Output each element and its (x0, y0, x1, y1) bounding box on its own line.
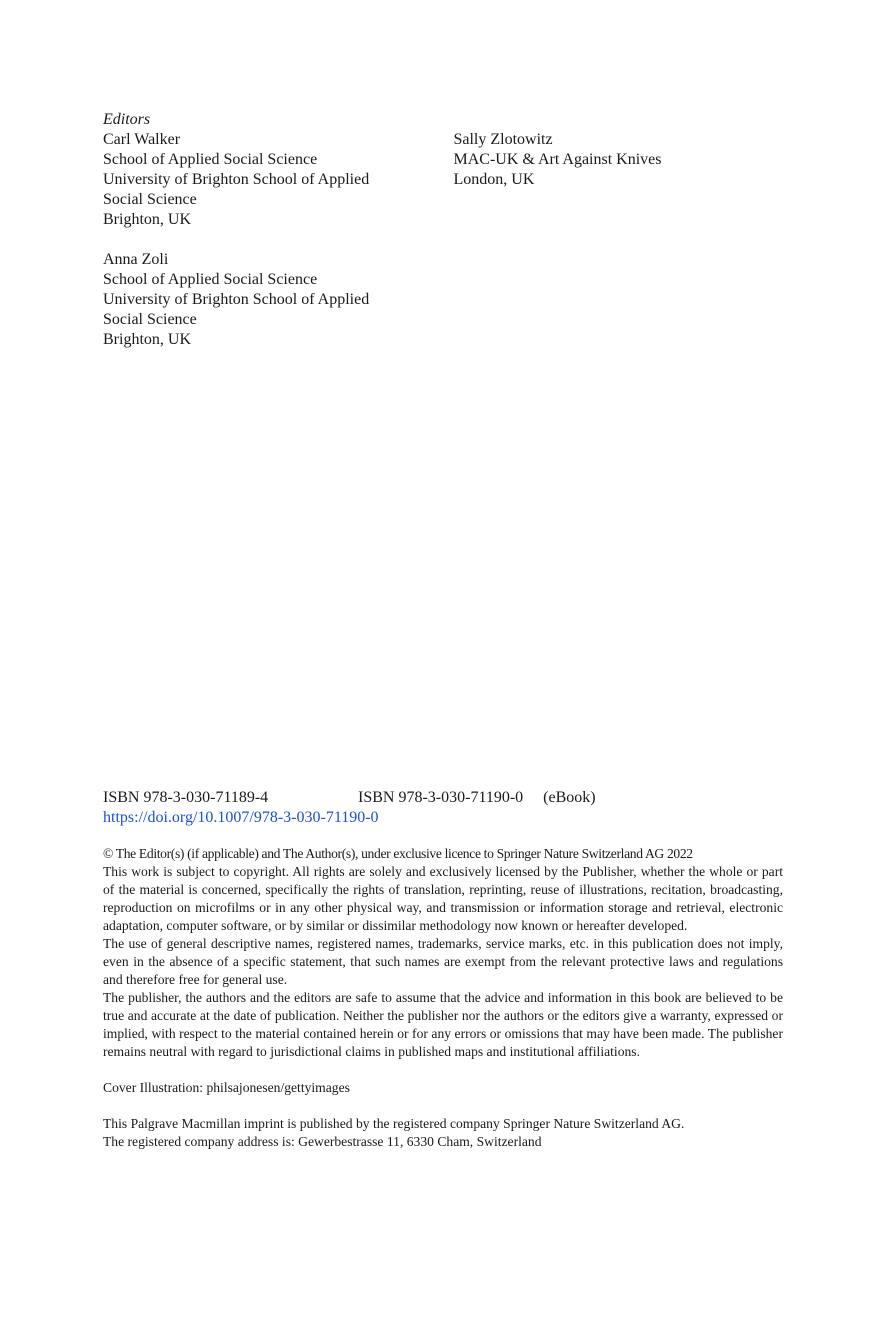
editor-affiliation-line: University of Brighton School of Applied (103, 171, 370, 188)
address-line: The registered company address is: Gewerbestrasse 11, 6330 Cham, Switzerland (103, 1134, 542, 1149)
editor-affiliation-line: Brighton, UK (103, 331, 191, 348)
editor-affiliation-line: School of Applied Social Science (103, 151, 318, 168)
doi-link[interactable]: https://doi.org/10.1007/978-3-030-71190-0 (103, 809, 379, 826)
editor-block (103, 250, 453, 350)
isbn-row (103, 788, 783, 808)
editor-block (453, 130, 793, 190)
isbn-ebook: ISBN 978-3-030-71190-0 (358, 789, 524, 806)
isbn-print: ISBN 978-3-030-71189-4 (103, 789, 269, 806)
editor-block (103, 130, 453, 230)
isbn-section (103, 788, 783, 828)
legal-section (103, 845, 783, 1151)
editors-right-column (453, 130, 793, 370)
editor-affiliation-line: Brighton, UK (103, 211, 191, 228)
imprint-line: This Palgrave Macmillan imprint is published by the registered company Springer Nature Switzerland AG. (103, 1116, 685, 1131)
editor-affiliation-line: MAC-UK & Art Against Knives (453, 151, 662, 168)
editors-grid (103, 130, 793, 370)
editor-affiliation-line: London, UK (453, 171, 535, 188)
editors-label: Editors (103, 111, 151, 128)
cover-illustration-credit: Cover Illustration: philsajonesen/gettyimages (103, 1080, 350, 1095)
trademark-paragraph: The use of general descriptive names, registered names, trademarks, service marks, etc. in this publication does not imply, even in the absence of a specific statement, that such names are exempt from the relevant protective laws and regulations and therefore free for general use. (103, 936, 783, 987)
editors-section (103, 110, 793, 370)
isbn-ebook-label: (eBook) (543, 789, 596, 806)
editor-affiliation-line: Social Science (103, 311, 197, 328)
editor-name: Anna Zoli (103, 251, 169, 268)
rights-paragraph: This work is subject to copyright. All rights are solely and exclusively licensed by the Publisher, whether the whole or part of the material is concerned, specifically the rights of translation, reprinting, reuse of illustrations, recitation, broadcasting, reproduction on microfilms or in any other physical way, and transmission or information storage and retrieval, electronic adaptation, computer software, or by similar or dissimilar methodology now known or hereafter developed. (103, 864, 783, 933)
disclaimer-paragraph: The publisher, the authors and the editors are safe to assume that the advice and information in this book are believed to be true and accurate at the date of publication. Neither the publisher nor the authors or the editors give a warranty, expressed or implied, with respect to the material contained herein or for any errors or omissions that may have been made. The publisher remains neutral with regard to jurisdictional claims in published maps and institutional affiliations. (103, 990, 783, 1059)
editor-name: Carl Walker (103, 131, 181, 148)
editor-affiliation-line: School of Applied Social Science (103, 271, 318, 288)
copyright-line: © The Editor(s) (if applicable) and The Author(s), under exclusive licence to Springer Nature Switzerland AG 2022 (103, 846, 693, 861)
editor-affiliation-line: University of Brighton School of Applied (103, 291, 370, 308)
editor-affiliation-line: Social Science (103, 191, 197, 208)
editors-left-column (103, 130, 453, 370)
editor-name: Sally Zlotowitz (453, 131, 553, 148)
